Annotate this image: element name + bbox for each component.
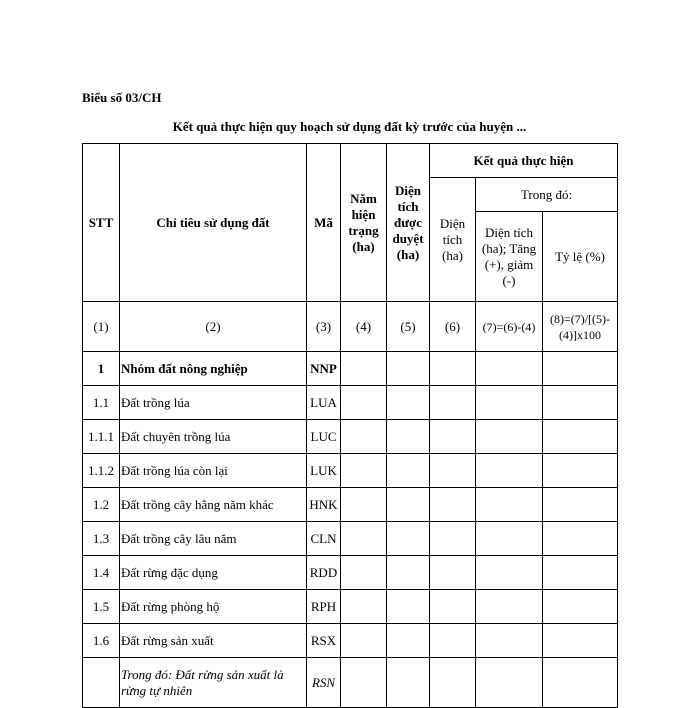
row-cell (543, 386, 618, 420)
row-land-use-name: Đất trồng lúa còn lại (120, 454, 307, 488)
row-cell (543, 352, 618, 386)
header-approved-area: Diện tích được duyệt (ha) (387, 144, 430, 302)
row-cell (543, 488, 618, 522)
row-cell (341, 488, 387, 522)
table-row (83, 386, 618, 420)
row-land-use-name: Trong đó: Đất rừng sản xuất là rừng tự nhiên (120, 658, 307, 708)
row-cell (341, 658, 387, 708)
row-cell (341, 624, 387, 658)
row-cell (543, 624, 618, 658)
row-stt: 1.6 (83, 624, 120, 658)
row-cell (543, 420, 618, 454)
row-stt: 1.3 (83, 522, 120, 556)
col-number: (8)=(7)/[(5)-(4)]x100 (543, 302, 618, 352)
row-cell (387, 454, 430, 488)
row-cell (341, 454, 387, 488)
col-number: (5) (387, 302, 430, 352)
row-stt: 1.4 (83, 556, 120, 590)
header-ratio: Tỷ lệ (%) (543, 212, 618, 302)
row-cell (430, 420, 476, 454)
row-land-use-name: Đất rừng phòng hộ (120, 590, 307, 624)
header-stt: STT (83, 144, 120, 302)
header-implementation-result: Kết quả thực hiện (430, 144, 618, 178)
row-stt: 1.1.1 (83, 420, 120, 454)
row-cell (341, 556, 387, 590)
row-cell (476, 556, 543, 590)
row-cell (387, 352, 430, 386)
row-cell (476, 624, 543, 658)
row-code: CLN (307, 522, 341, 556)
row-stt (83, 658, 120, 708)
header-area-change: Diện tích (ha); Tăng (+), giảm (-) (476, 212, 543, 302)
land-use-results-table (82, 143, 618, 708)
row-cell (476, 454, 543, 488)
table-row (83, 658, 618, 708)
row-cell (430, 488, 476, 522)
row-cell (341, 590, 387, 624)
col-number: (3) (307, 302, 341, 352)
row-code: LUK (307, 454, 341, 488)
row-cell (476, 590, 543, 624)
row-land-use-name: Đất chuyên trồng lúa (120, 420, 307, 454)
col-number: (6) (430, 302, 476, 352)
row-cell (543, 454, 618, 488)
row-cell (387, 590, 430, 624)
row-code: RPH (307, 590, 341, 624)
row-cell (387, 420, 430, 454)
row-cell (341, 420, 387, 454)
table-row (83, 624, 618, 658)
row-cell (387, 386, 430, 420)
row-cell (430, 454, 476, 488)
col-number: (7)=(6)-(4) (476, 302, 543, 352)
row-cell (543, 590, 618, 624)
row-code: RSN (307, 658, 341, 708)
row-cell (476, 488, 543, 522)
column-number-row (83, 302, 618, 352)
row-cell (430, 386, 476, 420)
row-land-use-name: Nhóm đất nông nghiệp (120, 352, 307, 386)
row-cell (341, 386, 387, 420)
row-cell (476, 658, 543, 708)
row-code: HNK (307, 488, 341, 522)
row-cell (430, 556, 476, 590)
row-cell (430, 522, 476, 556)
header-land-use-criteria: Chỉ tiêu sử dụng đất (120, 144, 307, 302)
header-area: Diện tích (ha) (430, 178, 476, 302)
row-stt: 1 (83, 352, 120, 386)
row-land-use-name: Đất trồng lúa (120, 386, 307, 420)
row-cell (430, 590, 476, 624)
row-stt: 1.5 (83, 590, 120, 624)
table-row (83, 352, 618, 386)
form-code: Biểu số 03/CH (82, 90, 162, 105)
row-cell (387, 658, 430, 708)
row-cell (476, 386, 543, 420)
row-code: RDD (307, 556, 341, 590)
row-land-use-name: Đất rừng đặc dụng (120, 556, 307, 590)
row-cell (341, 522, 387, 556)
col-number: (1) (83, 302, 120, 352)
header-code: Mã (307, 144, 341, 302)
row-cell (543, 522, 618, 556)
row-cell (430, 352, 476, 386)
row-cell (387, 488, 430, 522)
row-cell (543, 658, 618, 708)
row-cell (341, 352, 387, 386)
row-code: LUA (307, 386, 341, 420)
row-code: LUC (307, 420, 341, 454)
header-current-year-area: Năm hiện trạng (ha) (341, 144, 387, 302)
row-cell (476, 522, 543, 556)
row-cell (387, 522, 430, 556)
row-stt: 1.1 (83, 386, 120, 420)
row-cell (476, 352, 543, 386)
row-cell (430, 658, 476, 708)
row-code: NNP (307, 352, 341, 386)
row-cell (543, 556, 618, 590)
row-cell (430, 624, 476, 658)
table-row (83, 454, 618, 488)
header-of-which: Trong đó: (476, 178, 618, 212)
document-title: Kết quả thực hiện quy hoạch sử dụng đất kỳ trước của huyện ... (172, 119, 527, 134)
row-land-use-name: Đất trồng cây hằng năm khác (120, 488, 307, 522)
table-row (83, 420, 618, 454)
table-row (83, 522, 618, 556)
table-row (83, 590, 618, 624)
table-row (83, 556, 618, 590)
col-number: (2) (120, 302, 307, 352)
col-number: (4) (341, 302, 387, 352)
row-cell (387, 624, 430, 658)
row-land-use-name: Đất trồng cây lâu năm (120, 522, 307, 556)
row-stt: 1.1.2 (83, 454, 120, 488)
header-row-1 (83, 144, 618, 178)
table-row (83, 488, 618, 522)
row-land-use-name: Đất rừng sản xuất (120, 624, 307, 658)
row-code: RSX (307, 624, 341, 658)
row-cell (387, 556, 430, 590)
row-cell (476, 420, 543, 454)
row-stt: 1.2 (83, 488, 120, 522)
